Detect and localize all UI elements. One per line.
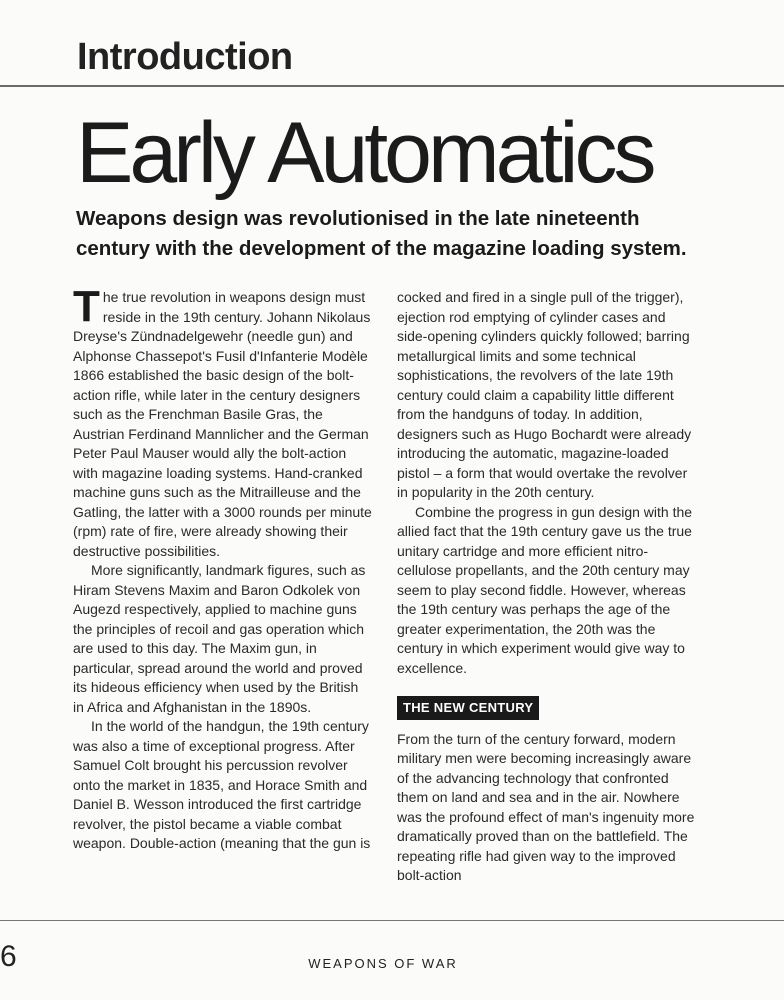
page-title: Early Automatics (76, 105, 653, 201)
running-footer: WEAPONS OF WAR (308, 956, 458, 971)
paragraph-1 (73, 282, 373, 561)
paragraph-4: cocked and fired in a single pull of the trigger), ejection rod emptying of cylinder cases and side-opening cylinders quickly followed; barring metallurgical limits and some technical sophistications, the revolvers of the late 19th century could claim a capability little different from the handguns of today. In addition, designers such as Hugo Bochardt were already introducing the automatic, magazine-loaded pistol – a form that would overtake the revolver in popularity in the 20th century. (397, 289, 692, 500)
paragraph-1-text: he true revolution in weapons design must reside in the 19th century. Johann Nikolaus Dreyse's Zündnadelgewehr (needle gun) and Alphonse Chassepot's Fusil d'Infanterie Modèle 1866 established the basic design of the bolt-action rifle, while later in the century designers such as the Frenchman Basile Gras, the Austrian Ferdinand Mannlicher and the German Peter Paul Mauser would ally the bolt-action with magazine loading systems. Hand-cranked machine guns such as the Mitrailleuse and the Gatling, the latter with a 3000 rounds per minute (rpm) rate of fire, were already showing their destructive possibilities. (73, 289, 372, 559)
subheading-the-new-century: THE NEW CENTURY (397, 696, 539, 720)
page-number: 6 (0, 940, 17, 973)
paragraph-5: Combine the progress in gun design with the allied fact that the 19th century gave us the true unitary cartridge and more efficient nitro-cellulose propellants, and the 20th century may seem to play second fiddle. However, whereas the 19th century was perhaps the age of the greater experimentation, the 20th was the century in which experiment would give way to excellence. (397, 503, 693, 676)
section-label: Introduction (77, 36, 293, 78)
paragraph-6: From the turn of the century forward, modern military men were becoming increasingly aware of the advancing technology that confronted them on land and sea and in the air. Nowhere was the profound effect of man's ingenuity more dramatically proved than on the battlefield. The repeating rifle had given way to the improved bolt-action (397, 730, 695, 883)
standfirst: Weapons design was revolutionised in the late nineteenth century with the development of the magazine loading system. (76, 207, 687, 260)
header-rule (0, 85, 784, 87)
footer-rule (0, 920, 784, 921)
paragraph-2: More significantly, landmark figures, such as Hiram Stevens Maxim and Baron Odkolek von Augezd respectively, applied to machine guns the principles of recoil and gas operation which are used to this day. The Maxim gun, in particular, spread around the world and proved its hideous efficiency when used by the British in Africa and Afghanistan in the 1890s. (73, 562, 366, 715)
drop-cap: T (73, 282, 100, 331)
left-column (73, 282, 373, 854)
paragraph-3: In the world of the handgun, the 19th century was also a time of exceptional progress. After Samuel Colt brought his percussion revolver onto the market in 1835, and Horace Smith and Daniel B. Wesson introduced the first cartridge revolver, the pistol became a viable combat weapon. Double-action (meaning that the gun is (73, 718, 371, 851)
right-column (397, 288, 697, 886)
